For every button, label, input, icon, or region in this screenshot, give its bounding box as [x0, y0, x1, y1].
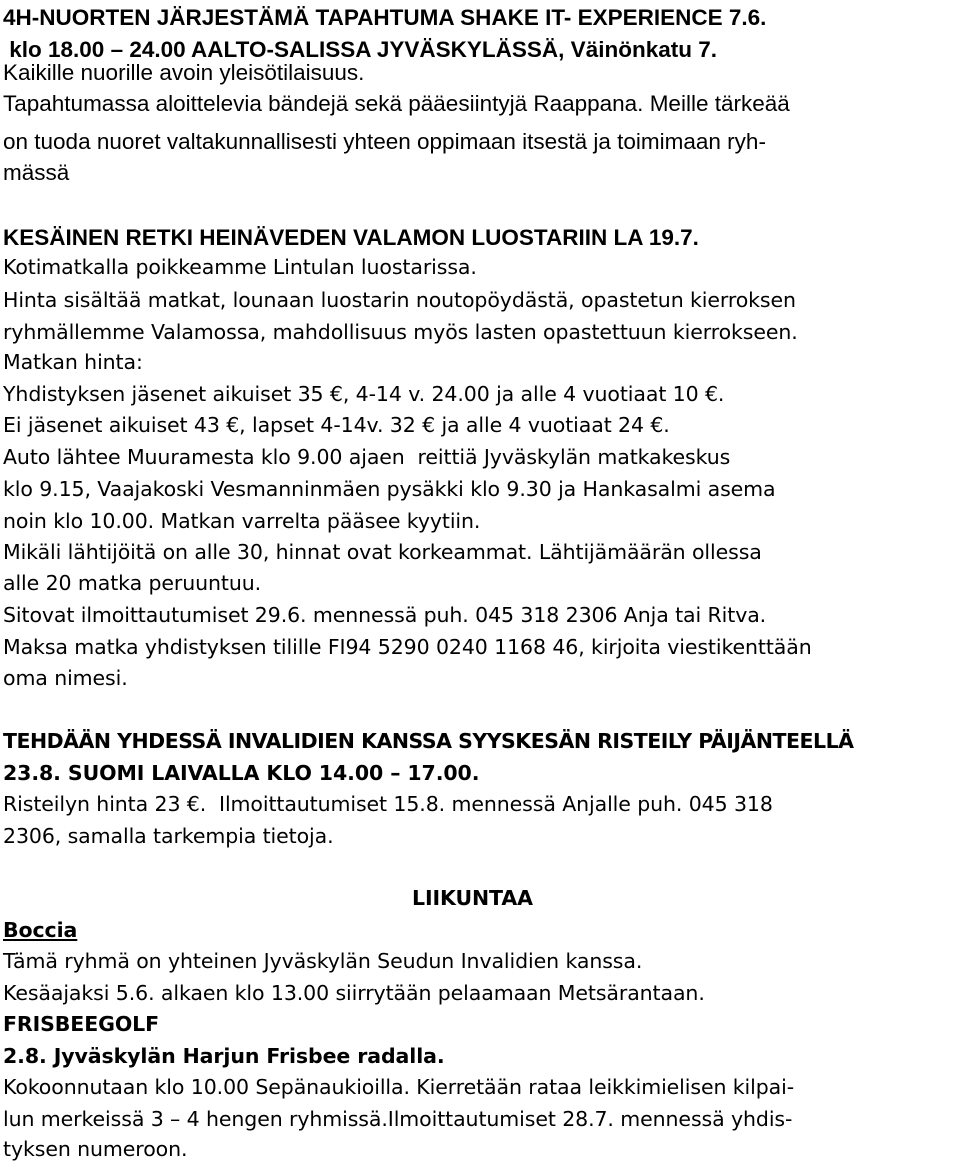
trip-line: Mikäli lähtijöitä on alle 30, hinnat ovat korkeammat. Lähtijämäärän ollessa: [3, 540, 762, 564]
trip-line: klo 9.15, Vaajakoski Vesmanninmäen pysäkki klo 9.30 ja Hankasalmi asema: [3, 477, 776, 501]
frisbee-title: FRISBEEGOLF: [3, 1012, 160, 1036]
frisbee-text-line-3: tyksen numeroon.: [3, 1137, 188, 1161]
cruise-text-line-1: Risteilyn hinta 23 €. Ilmoittautumiset 15.8. mennessä Anjalle puh. 045 318: [3, 792, 773, 816]
frisbee-subtitle: 2.8. Jyväskylän Harjun Frisbee radalla.: [3, 1044, 445, 1068]
cruise-text-line-2: 2306, samalla tarkempia tietoja.: [3, 824, 334, 848]
trip-line: noin klo 10.00. Matkan varrelta pääsee kyytiin.: [3, 509, 481, 533]
event-title-line-2: klo 18.00 – 24.00 AALTO-SALISSA JYVÄSKYLÄSSÄ, Väinönkatu 7.: [3, 37, 717, 62]
trip-line: ryhmällemme Valamossa, mahdollisuus myös lasten opastettuun kierrokseen.: [3, 320, 798, 344]
boccia-title: Boccia: [3, 918, 78, 942]
trip-line: Maksa matka yhdistyksen tilille FI94 5290 0240 1168 46, kirjoita viestikenttään: [3, 635, 812, 659]
trip-line: Kotimatkalla poikkeamme Lintulan luostarissa.: [3, 255, 477, 279]
cruise-heading-line-1: TEHDÄÄN YHDESSÄ INVALIDIEN KANSSA SYYSKESÄN RISTEILY PÄIJÄNTEELLÄ: [3, 729, 854, 753]
cruise-heading-line-2: 23.8. SUOMI LAIVALLA KLO 14.00 – 17.00.: [3, 761, 480, 785]
trip-line: oma nimesi.: [3, 666, 128, 690]
boccia-text-line-2: Kesäajaksi 5.6. alkaen klo 13.00 siirrytään pelaamaan Metsärantaan.: [3, 981, 705, 1005]
event-text-line-1: Kaikille nuorille avoin yleisötilaisuus.: [3, 60, 365, 85]
sports-heading: LIIKUNTAA: [412, 886, 533, 910]
trip-line: Sitovat ilmoittautumiset 29.6. mennessä puh. 045 318 2306 Anja tai Ritva.: [3, 603, 767, 627]
trip-line: Hinta sisältää matkat, lounaan luostarin noutopöydästä, opastetun kierroksen: [3, 288, 796, 312]
event-title-line-1: 4H-NUORTEN JÄRJESTÄMÄ TAPAHTUMA SHAKE IT- EXPERIENCE 7.6.: [3, 5, 767, 30]
trip-line: Matkan hinta:: [3, 350, 143, 374]
frisbee-text-line-2: lun merkeissä 3 – 4 hengen ryhmissä.Ilmoittautumiset 28.7. mennessä yhdis-: [3, 1107, 793, 1131]
trip-line: Yhdistyksen jäsenet aikuiset 35 €, 4-14 v. 24.00 ja alle 4 vuotiaat 10 €.: [3, 382, 725, 406]
event-text-line-4: mässä: [3, 160, 70, 185]
trip-line: Ei jäsenet aikuiset 43 €, lapset 4-14v. 32 € ja alle 4 vuotiaat 24 €.: [3, 413, 670, 437]
boccia-text-line-1: Tämä ryhmä on yhteinen Jyväskylän Seudun Invalidien kanssa.: [3, 949, 643, 973]
trip-line: alle 20 matka peruuntuu.: [3, 571, 262, 595]
trip-line: Auto lähtee Muuramesta klo 9.00 ajaen reittiä Jyväskylän matkakeskus: [3, 445, 731, 469]
frisbee-text-line-1: Kokoonnutaan klo 10.00 Sepänaukioilla. Kierretään rataa leikkimielisen kilpai-: [3, 1075, 794, 1099]
trip-heading: KESÄINEN RETKI HEINÄVEDEN VALAMON LUOSTARIIN LA 19.7.: [3, 225, 699, 250]
event-text-line-2: Tapahtumassa aloittelevia bändejä sekä pääesiintyjä Raappana. Meille tärkeää: [3, 91, 790, 116]
event-text-line-3: on tuoda nuoret valtakunnallisesti yhteen oppimaan itsestä ja toimimaan ryh-: [3, 129, 766, 154]
